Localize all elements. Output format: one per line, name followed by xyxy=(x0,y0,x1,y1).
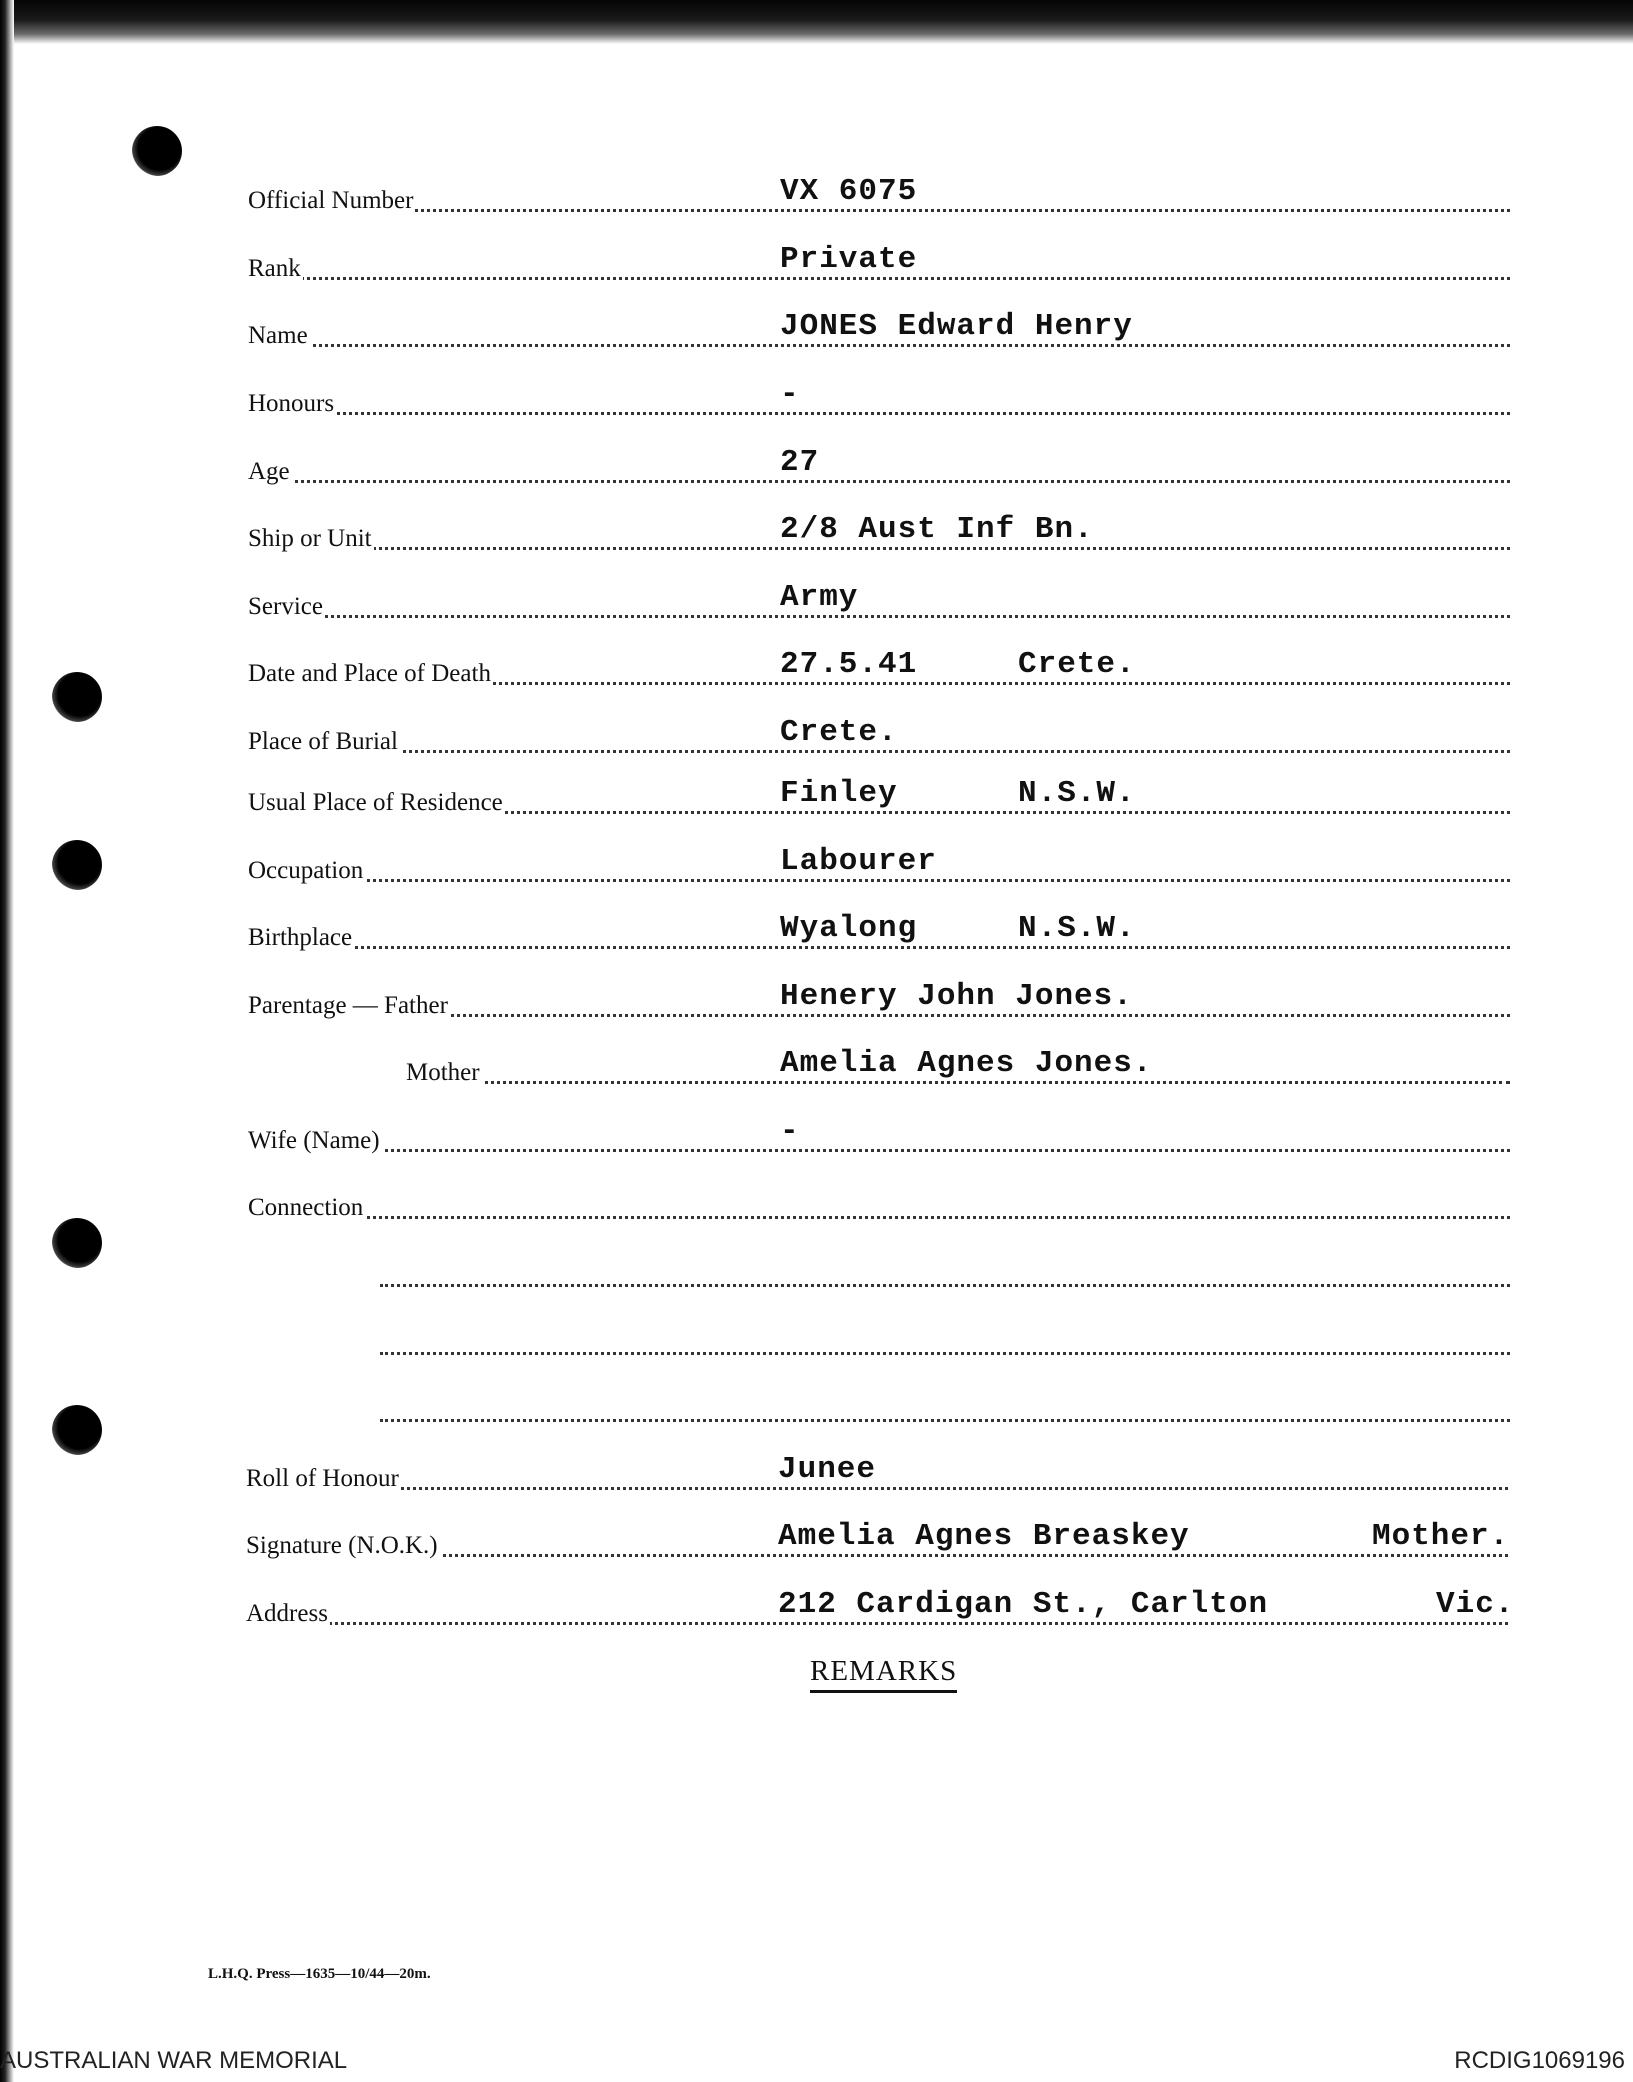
label-connection: Connection xyxy=(248,1194,364,1221)
row-wife xyxy=(248,1115,1510,1155)
label-wife: Wife (Name) xyxy=(248,1127,380,1154)
value-rank: Private xyxy=(780,242,918,277)
row-honours xyxy=(248,378,1510,418)
dotted-line xyxy=(380,1284,1510,1287)
row-signature xyxy=(246,1520,1508,1560)
dotted-line xyxy=(248,480,1510,483)
label-age: Age xyxy=(248,458,290,485)
label-signature: Signature (N.O.K.) xyxy=(246,1532,438,1559)
row-death xyxy=(248,648,1510,688)
label-ship-or-unit: Ship or Unit xyxy=(248,525,372,552)
printer-imprint: L.H.Q. Press—1635—10/44—20m. xyxy=(208,1966,431,1982)
dotted-line xyxy=(248,547,1510,550)
label-name: Name xyxy=(248,322,308,349)
value-official-number: VX 6075 xyxy=(780,174,918,209)
dotted-line xyxy=(248,277,1510,280)
value-wife: - xyxy=(780,1114,800,1149)
label-death: Date and Place of Death xyxy=(248,660,491,687)
punch-hole-5 xyxy=(52,1405,102,1455)
value-residence-town: Finley xyxy=(780,776,898,811)
row-name xyxy=(248,310,1510,350)
dotted-line xyxy=(246,1622,1508,1625)
value-signature: Amelia Agnes Breaskey xyxy=(778,1519,1190,1554)
scan-top-edge xyxy=(0,0,1633,44)
row-connection xyxy=(248,1182,1510,1222)
row-residence xyxy=(248,777,1510,817)
value-burial: Crete. xyxy=(780,715,898,750)
value-ship-or-unit: 2/8 Aust Inf Bn. xyxy=(780,512,1094,547)
dotted-line xyxy=(248,412,1510,415)
label-roll-of-honour: Roll of Honour xyxy=(246,1465,399,1492)
scan-left-edge xyxy=(0,0,14,2082)
remarks-heading: REMARKS xyxy=(810,1655,957,1693)
row-roll-of-honour xyxy=(246,1453,1508,1493)
dotted-line xyxy=(248,344,1510,347)
value-service: Army xyxy=(780,580,859,615)
row-connection-blank-2 xyxy=(248,1318,1510,1358)
row-official-number xyxy=(248,175,1510,215)
footer-item-id: RCDIG1069196 xyxy=(1454,2047,1625,2074)
label-occupation: Occupation xyxy=(248,857,364,884)
row-father xyxy=(248,980,1510,1020)
value-birthplace-town: Wyalong xyxy=(780,911,918,946)
punch-hole-3 xyxy=(52,840,102,890)
row-occupation xyxy=(248,845,1510,885)
dotted-line xyxy=(248,1216,1510,1219)
label-rank: Rank xyxy=(248,255,301,282)
dotted-line xyxy=(248,1149,1510,1152)
label-service: Service xyxy=(248,593,323,620)
value-birthplace-state: N.S.W. xyxy=(1018,911,1136,946)
value-honours: - xyxy=(780,377,800,412)
value-mother: Amelia Agnes Jones. xyxy=(780,1046,1153,1081)
dotted-line xyxy=(380,1352,1510,1355)
dotted-line xyxy=(248,615,1510,618)
dotted-line xyxy=(246,1487,1508,1490)
value-roll-of-honour: Junee xyxy=(778,1452,877,1487)
row-rank xyxy=(248,243,1510,283)
row-burial xyxy=(248,716,1510,756)
label-birthplace: Birthplace xyxy=(248,924,353,951)
row-connection-blank-3 xyxy=(248,1385,1510,1425)
label-residence: Usual Place of Residence xyxy=(248,789,503,816)
value-death-place: Crete. xyxy=(1018,647,1136,682)
row-service xyxy=(248,581,1510,621)
label-father: Parentage — Father xyxy=(248,992,448,1019)
footer-institution: AUSTRALIAN WAR MEMORIAL xyxy=(0,2047,348,2074)
dotted-line xyxy=(248,946,1510,949)
label-honours: Honours xyxy=(248,390,335,417)
row-connection-blank-1 xyxy=(248,1250,1510,1290)
value-occupation: Labourer xyxy=(780,844,937,879)
label-address: Address xyxy=(246,1600,328,1627)
value-address-state: Vic. xyxy=(1436,1587,1515,1622)
row-mother xyxy=(248,1047,1510,1087)
dotted-line xyxy=(248,750,1510,753)
dotted-line xyxy=(380,1419,1510,1422)
punch-hole-2 xyxy=(52,672,102,722)
dotted-line xyxy=(248,209,1510,212)
value-signature-relation: Mother. xyxy=(1372,1519,1510,1554)
dotted-line xyxy=(406,1081,1510,1084)
punch-hole-4 xyxy=(52,1218,102,1268)
row-age xyxy=(248,446,1510,486)
row-address xyxy=(246,1587,1515,1628)
punch-hole-1 xyxy=(132,126,182,176)
row-birthplace xyxy=(248,912,1510,952)
value-death-date: 27.5.41 xyxy=(780,647,918,682)
dotted-line xyxy=(248,879,1510,882)
value-residence-state: N.S.W. xyxy=(1018,776,1136,811)
value-address-street: 212 Cardigan St., Carlton xyxy=(778,1587,1269,1622)
label-burial: Place of Burial xyxy=(248,728,398,755)
value-age: 27 xyxy=(780,445,820,480)
row-ship-or-unit xyxy=(248,513,1510,553)
label-mother: Mother xyxy=(406,1059,480,1086)
label-official-number: Official Number xyxy=(248,187,414,214)
value-father: Henery John Jones. xyxy=(780,979,1133,1014)
value-name: JONES Edward Henry xyxy=(780,309,1133,344)
